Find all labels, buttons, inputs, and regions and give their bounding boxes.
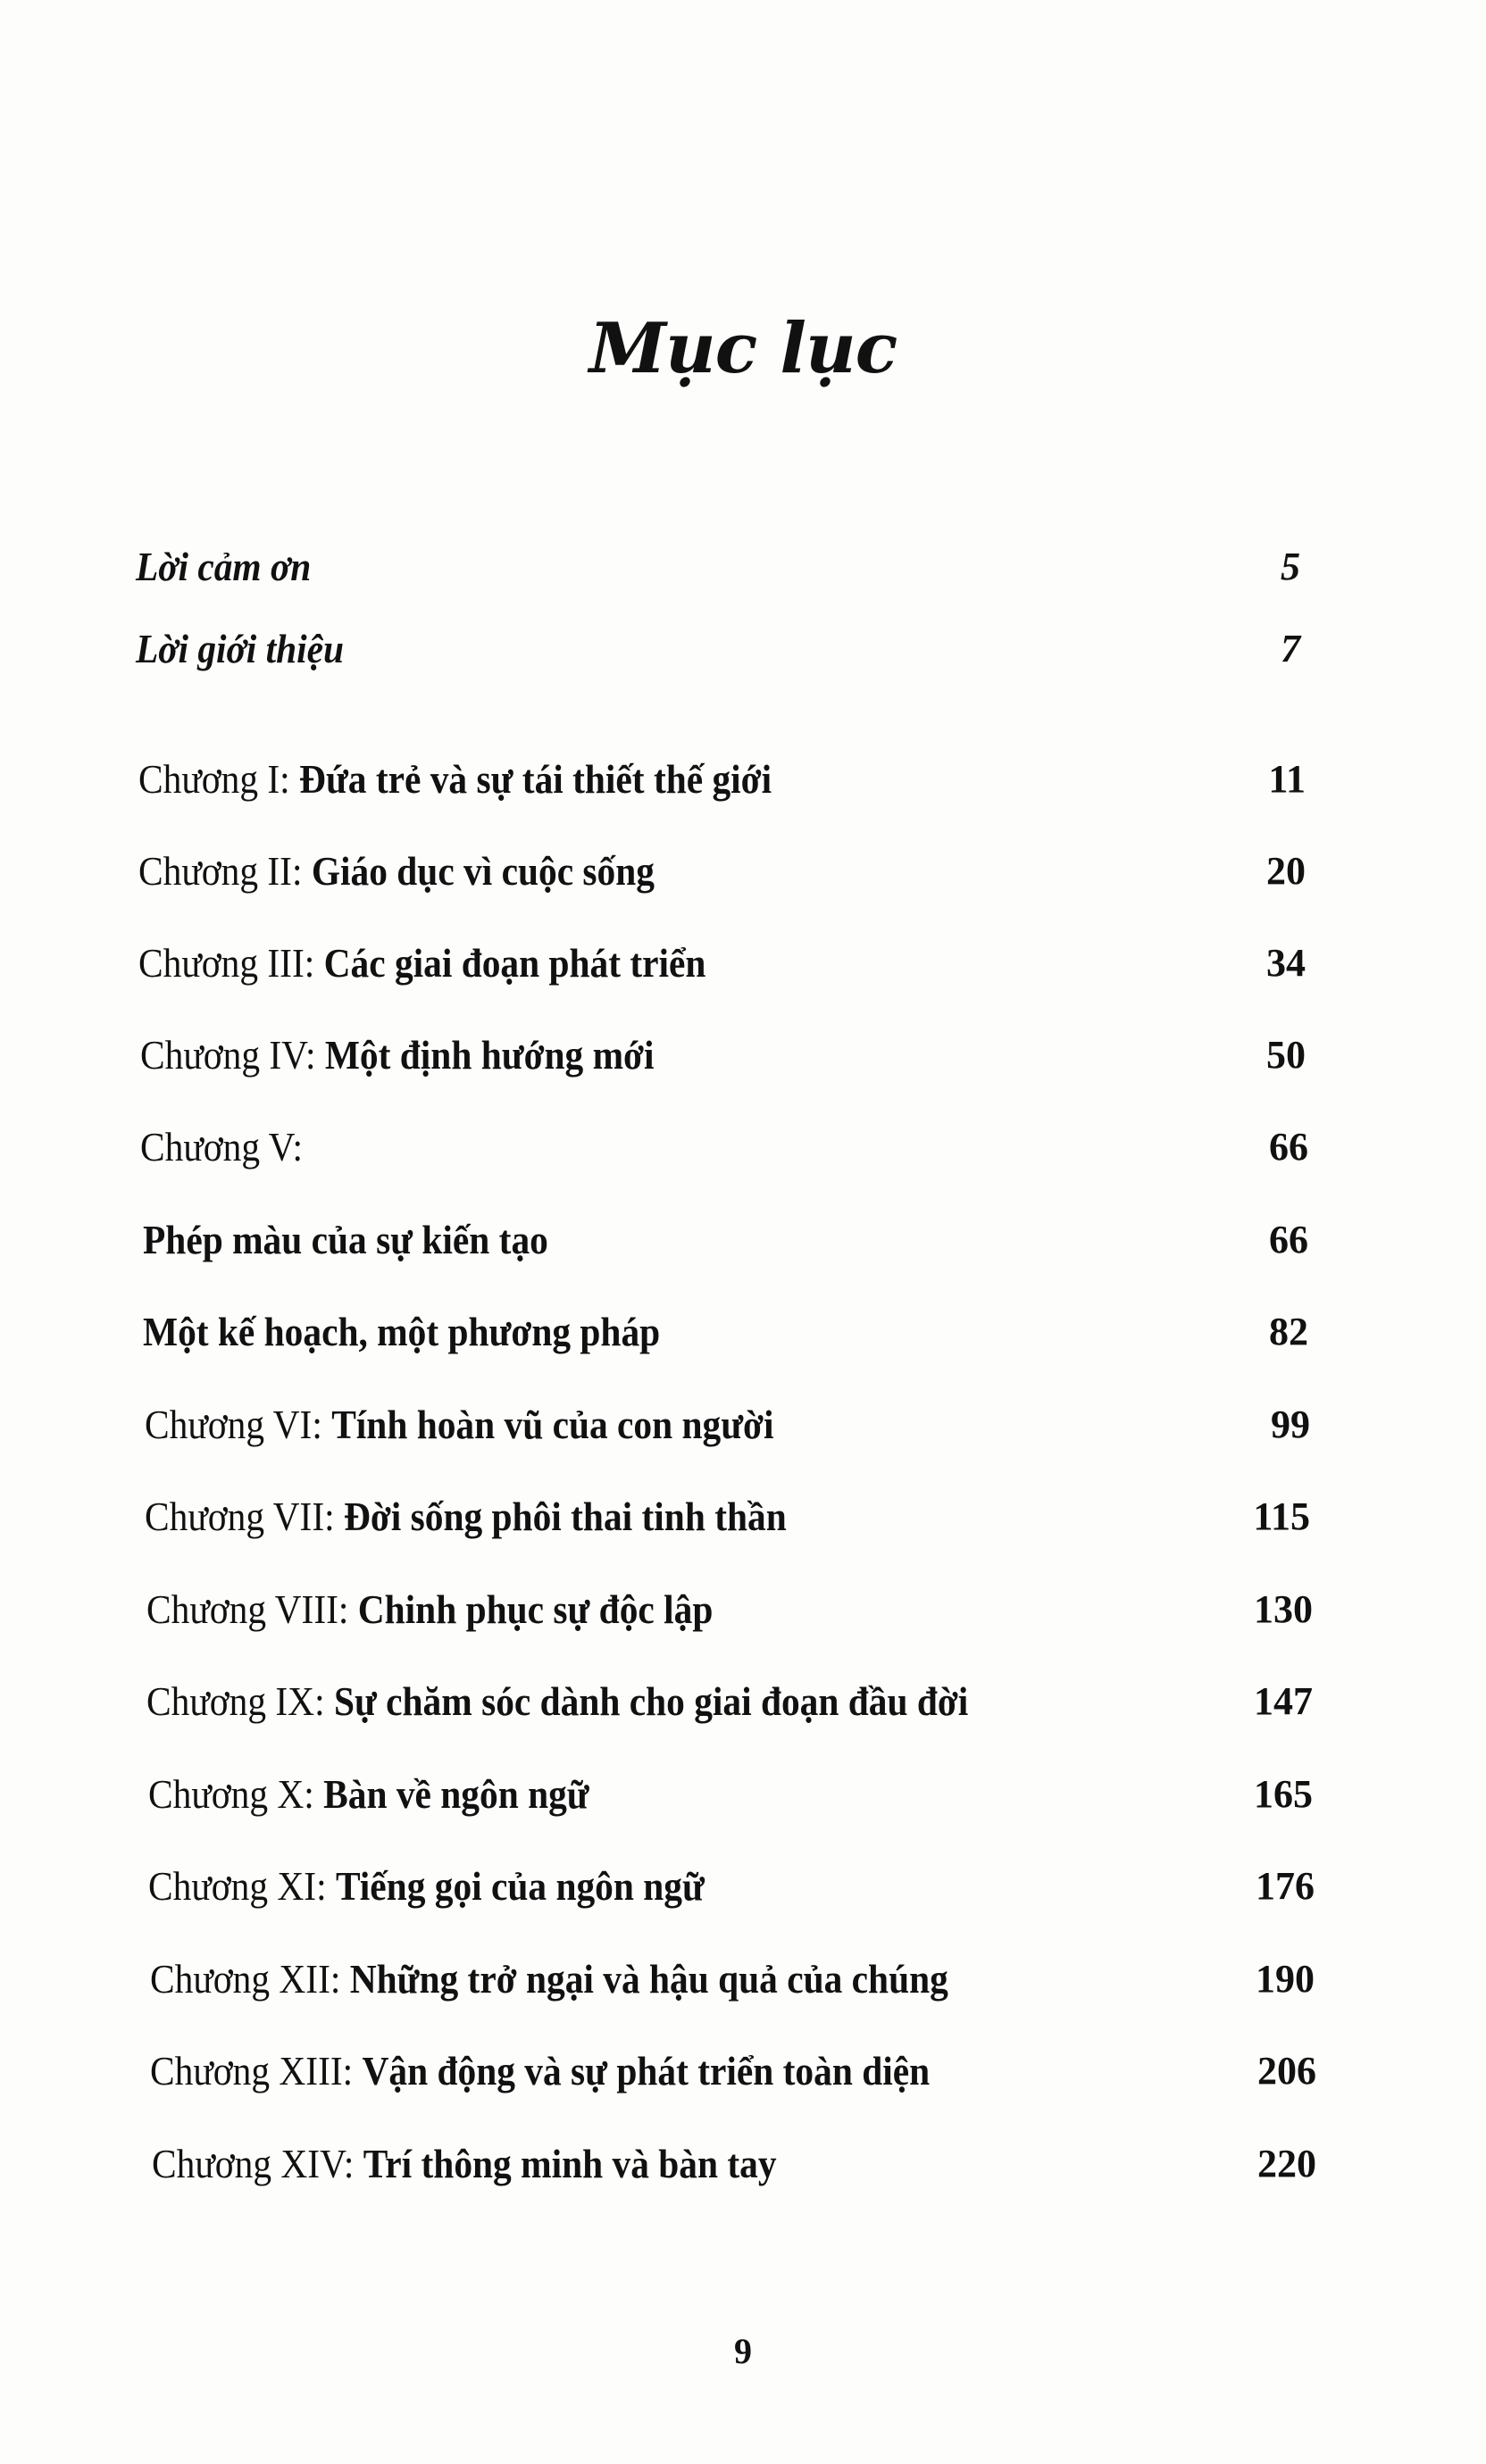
chapter-prefix: Chương XII: (150, 1956, 350, 2002)
toc-entry-chapter-7 (0, 1486, 1486, 1548)
toc-entry-page: 5 (1281, 545, 1300, 588)
chapter-title: Phép màu của sự kiến tạo (143, 1217, 548, 1262)
chapter-prefix: Chương IV: (140, 1032, 325, 1078)
toc-entry-subsection-2 (0, 1301, 1486, 1363)
toc-entry-page: 50 (1266, 1033, 1306, 1077)
chapter-title: Chinh phục sự độc lập (357, 1586, 714, 1632)
toc-entry-label (140, 1116, 303, 1178)
chapter-title: Đứa trẻ và sự tái thiết thế giới (299, 756, 772, 802)
chapter-prefix: Chương VIII: (146, 1586, 358, 1632)
toc-entry-chapter-10 (0, 1763, 1486, 1826)
chapter-prefix: Chương XIV: (152, 2141, 363, 2186)
toc-entry-chapter-6 (0, 1394, 1486, 1456)
toc-entry-page: 66 (1269, 1218, 1308, 1261)
toc-entry-chapter-8 (0, 1578, 1486, 1641)
chapter-title: Đời sống phôi thai tinh thần (343, 1494, 787, 1539)
chapter-title: Giáo dục vì cuộc sống (311, 848, 655, 894)
chapter-prefix: Chương I: (138, 756, 300, 802)
toc-entry-label (138, 840, 655, 903)
chapter-prefix: Chương XIII: (150, 2048, 363, 2094)
toc-entry-label (146, 1578, 713, 1641)
chapter-title: Tính hoàn vũ của con người (331, 1402, 774, 1447)
toc-entry-page: 66 (1269, 1125, 1308, 1169)
chapter-prefix: Chương VII: (145, 1494, 344, 1539)
toc-entry-label (148, 1855, 705, 1918)
toc-entry-introduction (0, 618, 1486, 680)
chapter-prefix: Chương V: (140, 1124, 303, 1170)
chapter-prefix: Chương III: (138, 940, 324, 986)
toc-entry-label (152, 2133, 777, 2195)
chapter-prefix: Chương II: (138, 848, 312, 894)
chapter-title: Bàn về ngôn ngữ (323, 1771, 589, 1817)
toc-entry-page: 115 (1253, 1494, 1310, 1538)
toc-entry-page: 130 (1254, 1587, 1313, 1631)
toc-entry-chapter-3 (0, 932, 1486, 995)
chapter-title: Vận động và sự phát triển toàn diện (362, 2048, 931, 2094)
chapter-title: Các giai đoạn phát triển (323, 940, 706, 986)
toc-entry-label (145, 1394, 773, 1456)
toc-entry-chapter-13 (0, 2040, 1486, 2102)
toc-entry-label: Lời giới thiệu (136, 626, 345, 671)
chapter-title: Một kế hoạch, một phương pháp (143, 1309, 661, 1354)
chapter-prefix: Chương X: (148, 1771, 324, 1817)
toc-entry-label (150, 2040, 930, 2102)
chapter-prefix: Chương XI: (148, 1863, 336, 1909)
page-title: Mục lục (589, 308, 897, 389)
toc-entry-chapter-1 (0, 748, 1486, 811)
toc-entry-page: 20 (1266, 849, 1306, 893)
toc-entry-label (145, 1486, 787, 1548)
chapter-title: Tiếng gọi của ngôn ngữ (335, 1863, 705, 1909)
toc-entry-label: Lời cảm ơn (136, 544, 312, 589)
toc-entry-page: 206 (1257, 2049, 1316, 2093)
toc-entry-page: 176 (1256, 1864, 1315, 1908)
toc-entry-acknowledgements (0, 536, 1486, 598)
toc-entry-chapter-12 (0, 1948, 1486, 2010)
toc-entry-page: 220 (1257, 2142, 1316, 2185)
toc-entry-page: 165 (1254, 1772, 1313, 1816)
toc-entry-page: 147 (1254, 1679, 1313, 1723)
toc-entry-chapter-14 (0, 2133, 1486, 2195)
toc-entry-label (138, 748, 772, 811)
toc-entry-page: 7 (1281, 627, 1300, 670)
toc-entry-label (143, 1301, 660, 1363)
toc-entry-chapter-2 (0, 840, 1486, 903)
chapter-prefix: Chương VI: (145, 1402, 332, 1447)
toc-entry-chapter-11 (0, 1855, 1486, 1918)
toc-entry-label (138, 932, 705, 995)
toc-entry-label (150, 1948, 948, 2010)
toc-entry-label (146, 1670, 968, 1733)
toc-entry-subsection-1 (0, 1209, 1486, 1271)
chapter-title: Trí thông minh và bàn tay (363, 2141, 777, 2186)
toc-entry-page: 34 (1266, 941, 1306, 985)
toc-entry-chapter-9 (0, 1670, 1486, 1733)
toc-entry-page: 190 (1256, 1957, 1315, 2001)
toc-entry-chapter-4 (0, 1024, 1486, 1086)
chapter-title: Những trở ngại và hậu quả của chúng (349, 1956, 948, 2002)
toc-entry-label (140, 1024, 654, 1086)
toc-entry-page: 11 (1268, 757, 1306, 801)
chapter-title: Sự chăm sóc dành cho giai đoạn đầu đời (333, 1678, 969, 1724)
toc-entry-page: 82 (1269, 1310, 1308, 1353)
toc-entry-label (143, 1209, 548, 1271)
toc-entry-chapter-5 (0, 1116, 1486, 1178)
toc-entry-label (148, 1763, 589, 1826)
chapter-prefix: Chương IX: (146, 1678, 334, 1724)
page-number: 9 (734, 2331, 752, 2371)
chapter-title: Một định hướng mới (324, 1032, 655, 1078)
toc-entry-page: 99 (1271, 1403, 1310, 1446)
